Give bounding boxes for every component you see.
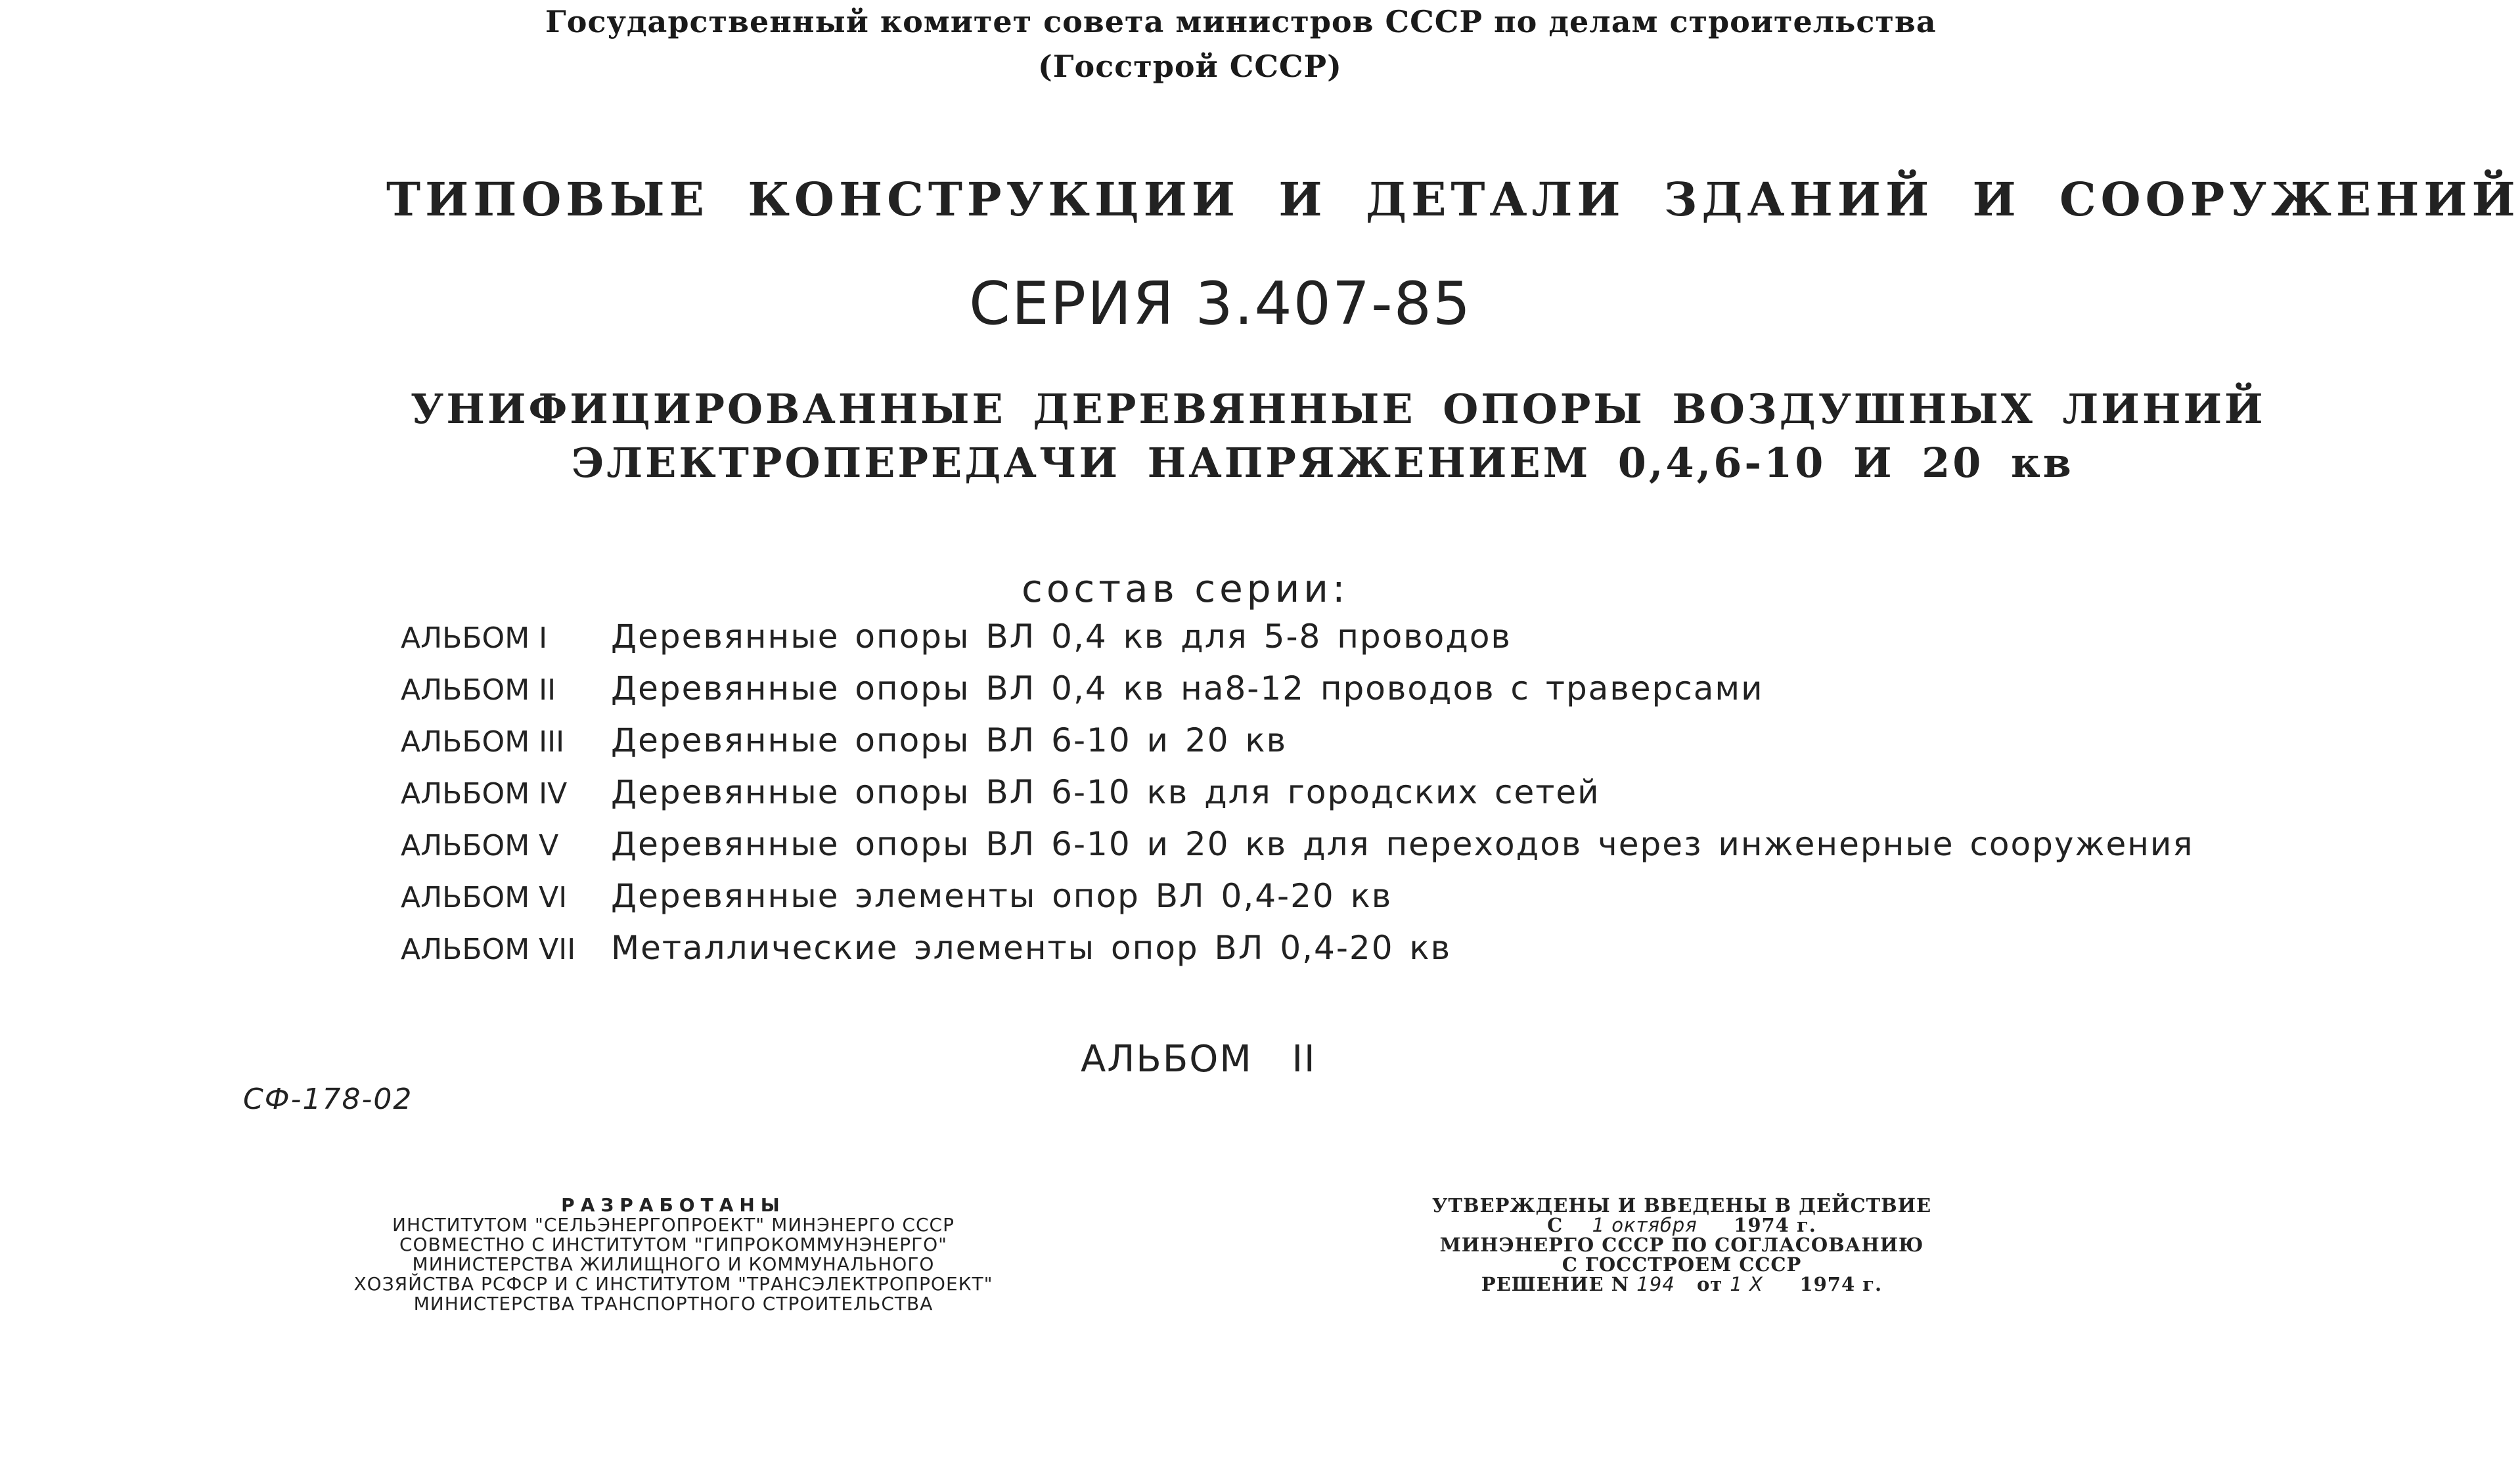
album-number: АЛЬБОМ VI: [401, 881, 568, 914]
approval-year: 1974 г.: [1734, 1214, 1816, 1236]
developed-by-block: [289, 1196, 1058, 1314]
album-description: Металлические элементы опор ВЛ 0,4-20 кв: [611, 929, 1452, 967]
album-description: Деревянные опоры ВЛ 6-10 и 20 кв: [611, 721, 1288, 759]
developed-line: МИНИСТЕРСТВА ЖИЛИЩНОГО И КОММУНАЛЬНОГО: [412, 1253, 935, 1275]
developed-line: ХОЗЯЙСТВА РСФСР И С ИНСТИТУТОМ "ТРАНСЭЛЕКТРОПРОЕКТ": [353, 1273, 993, 1295]
developed-line: МИНИСТЕРСТВА ТРАНСПОРТНОГО СТРОИТЕЛЬСТВА: [413, 1293, 934, 1314]
decision-line: [1412, 1274, 1951, 1294]
series-number: СЕРИЯ 3.407-85: [969, 269, 1472, 338]
decision-date: 1 X: [1730, 1273, 1763, 1295]
developed-line: СОВМЕСТНО С ИНСТИТУТОМ "ГИПРОКОММУНЭНЕРГО": [399, 1234, 948, 1255]
album-number: АЛЬБОМ VII: [401, 933, 576, 966]
approval-block: [1412, 1196, 1951, 1294]
approval-line: С ГОССТРОЕМ СССР: [1562, 1253, 1802, 1276]
developed-heading: РАЗРАБОТАНЫ: [561, 1194, 786, 1216]
album-number: АЛЬБОМ IV: [401, 777, 568, 811]
approval-line: УТВЕРЖДЕНЫ И ВВЕДЕНЫ В ДЕЙСТВИЕ: [1431, 1194, 1932, 1217]
album-description: Деревянные опоры ВЛ 0,4 кв на8-12 проводов с траверсами: [611, 669, 1764, 707]
approval-date: 1 октября: [1592, 1214, 1698, 1236]
decision-prefix: РЕШЕНИЕ N: [1481, 1273, 1630, 1295]
decision-year: 1974 г.: [1799, 1273, 1883, 1295]
gosstroy-heading: (Госстрой СССР): [1038, 49, 1342, 84]
album-number: АЛЬБОМ II: [401, 673, 556, 707]
committee-heading: Государственный комитет совета министров СССР по делам строительства: [545, 4, 1937, 39]
approval-date-line: [1412, 1215, 1951, 1235]
decision-number: 194: [1636, 1273, 1675, 1295]
album-description: Деревянные опоры ВЛ 6-10 и 20 кв для переходов через инженерные сооружения: [611, 825, 2194, 863]
album-description: Деревянные опоры ВЛ 6-10 кв для городских сетей: [611, 773, 1600, 811]
subtitle-line-1: УНИФИЦИРОВАННЫЕ ДЕРЕВЯННЫЕ ОПОРЫ ВОЗДУШНЫХ ЛИНИЙ: [411, 385, 2266, 433]
decision-from: от: [1696, 1273, 1723, 1295]
developed-line: ИНСТИТУТОМ "СЕЛЬЭНЕРГОПРОЕКТ" МИНЭНЕРГО СССР: [392, 1214, 955, 1236]
main-title: ТИПОВЫЕ КОНСТРУКЦИИ И ДЕТАЛИ ЗДАНИЙ И СООРУЖЕНИЙ: [386, 172, 2520, 227]
stamp-code: СФ-178-02: [243, 1083, 413, 1116]
current-album-label: АЛЬБОМ II: [1081, 1038, 1316, 1081]
approval-prefix: С: [1547, 1214, 1564, 1236]
subtitle-line-2: ЭЛЕКТРОПЕРЕДАЧИ НАПРЯЖЕНИЕМ 0,4,6-10 И 20 кв: [572, 439, 2074, 487]
composition-label: состав серии:: [1022, 566, 1349, 611]
album-number: АЛЬБОМ V: [401, 829, 559, 862]
album-description: Деревянные опоры ВЛ 0,4 кв для 5-8 проводов: [611, 617, 1512, 656]
album-number: АЛЬБОМ I: [401, 621, 548, 655]
album-description: Деревянные элементы опор ВЛ 0,4-20 кв: [611, 877, 1393, 915]
album-number: АЛЬБОМ III: [401, 725, 565, 759]
approval-line: МИНЭНЕРГО СССР ПО СОГЛАСОВАНИЮ: [1439, 1234, 1924, 1256]
